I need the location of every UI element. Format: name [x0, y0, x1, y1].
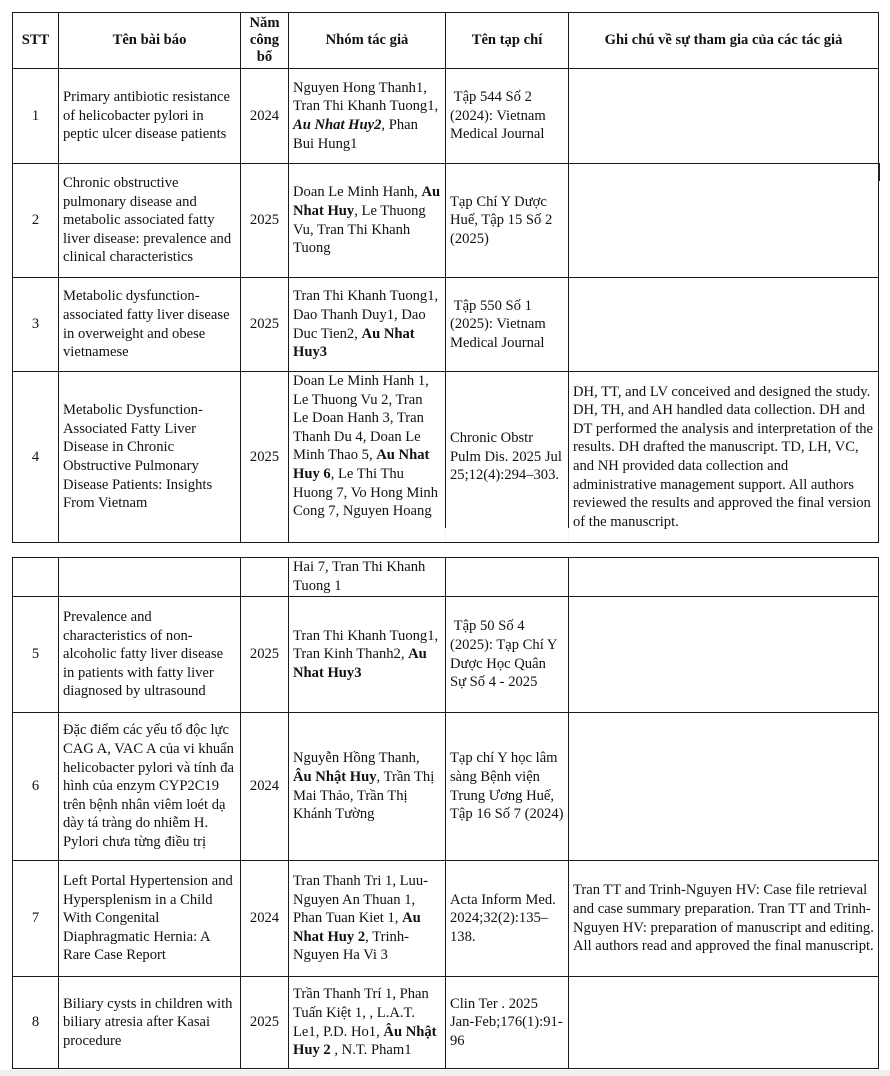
cell-notes: [569, 164, 879, 278]
header-notes: Ghi chú về sự tham gia của các tác giả: [569, 13, 879, 69]
cell-notes: [569, 558, 879, 597]
page-bottom-edge: [0, 1070, 890, 1076]
cell-authors: [289, 69, 446, 164]
authors-text: Tran Thi Khanh Tuong1, Dao Thanh Duy1, Dao Duc Tien2,: [293, 288, 439, 342]
cell-journal: Tạp chí Y học lâm sàng Bệnh viện Trung Ương Huế, Tập 16 Số 7 (2024): [446, 713, 569, 861]
cell-title: Đặc điểm các yếu tố độc lực CAG A, VAC A của vi khuẩn helicobacter pylori và tính đa hình của enzym CYP2C19 trên bệnh nhân viêm loét dạ dày tá tràng do nhiễm H. Pylori chưa từng điều trị: [59, 713, 241, 861]
cell-journal: Tập 50 Số 4 (2025): Tạp Chí Y Dược Học Quân Sự Số 4 - 2025: [446, 597, 569, 713]
cell-stt: 2: [13, 164, 59, 278]
cell-authors: [289, 278, 446, 372]
table-row: [13, 861, 879, 977]
cell-authors: [289, 597, 446, 713]
header-title: Tên bài báo: [59, 13, 241, 69]
table-row: [13, 597, 879, 713]
publications-table-part-2: [12, 557, 879, 1069]
highlighted-author: Au Nhat Huy3: [293, 646, 427, 681]
table-row-continuation: [13, 558, 879, 597]
authors-text: , Le Thuong Vu, Tran Thi Khanh Tuong: [293, 202, 426, 257]
cell-title: Prevalence and characteristics of non-alcoholic fatty liver disease in patients with fatty liver diagnosed by ultrasound: [59, 597, 241, 713]
cell-stt: 6: [13, 713, 59, 861]
cell-title: Metabolic dysfunction-associated fatty liver disease in overweight and obese vietnamese: [59, 278, 241, 372]
cell-notes: Tran TT and Trinh-Nguyen HV: Case file retrieval and case summary preparation. Tran TT and Trinh-Nguyen HV: preparation of manuscript and editing. All authors read and approved the final manuscript.: [569, 861, 879, 977]
table-row: [13, 278, 879, 372]
cell-authors: [289, 713, 446, 861]
publications-table-part-1: [12, 12, 879, 543]
cell-notes: [569, 713, 879, 861]
table-row: [13, 713, 879, 861]
cell-notes: [569, 977, 879, 1069]
table-row: [13, 372, 879, 543]
cell-stt: [13, 558, 59, 597]
highlighted-author: Au Nhat Huy 2: [293, 910, 421, 945]
authors-text: Tran Thanh Tri 1, Luu-Nguyen An Thuan 1, Phan Tuan Kiet 1,: [293, 873, 429, 927]
scan-fade-artifact: [390, 528, 570, 542]
cell-stt: 7: [13, 861, 59, 977]
authors-text: , Phan Bui Hung1: [293, 117, 418, 152]
cell-year: 2025: [241, 164, 289, 278]
cell-authors: [289, 164, 446, 278]
highlighted-author: Au Nhat Huy: [293, 184, 441, 219]
cell-stt: 4: [13, 372, 59, 543]
cell-year: 2025: [241, 278, 289, 372]
cell-year: 2025: [241, 597, 289, 713]
table-row: [13, 69, 879, 164]
cell-journal: Tập 544 Số 2 (2024): Vietnam Medical Journal: [446, 69, 569, 164]
authors-text: Doan Le Minh Hanh,: [293, 184, 422, 201]
cell-stt: 5: [13, 597, 59, 713]
table-row: [13, 977, 879, 1069]
header-journal: Tên tạp chí: [446, 13, 569, 69]
header-stt: STT: [13, 13, 59, 69]
cell-title: Primary antibiotic resistance of helicobacter pylori in peptic ulcer disease patients: [59, 69, 241, 164]
cell-authors: [289, 861, 446, 977]
text-cursor-mark: [878, 163, 880, 181]
authors-text: Nguyen Hong Thanh1, Tran Thi Khanh Tuong1,: [293, 79, 439, 115]
header-year: Năm công bố: [241, 13, 289, 69]
authors-text: , Trinh-Nguyen Ha Vi 3: [293, 928, 409, 964]
cell-year: 2025: [241, 372, 289, 543]
cell-stt: 3: [13, 278, 59, 372]
cell-notes: [569, 278, 879, 372]
cell-authors: [289, 977, 446, 1069]
cell-journal: Tạp Chí Y Dược Huế, Tập 15 Số 2 (2025): [446, 164, 569, 278]
cell-title: Left Portal Hypertension and Hypersplenism in a Child With Congenital Diaphragmatic Hernia: A Rare Case Report: [59, 861, 241, 977]
highlighted-author: Au Nhat Huy2: [293, 117, 382, 133]
cell-authors: [289, 372, 446, 543]
authors-text: Trần Thanh Trí 1, Phan Tuấn Kiệt 1, , L.A.T. Le1, P.D. Ho1,: [293, 986, 429, 1040]
highlighted-author: Au Nhat Huy3: [293, 325, 415, 361]
cell-journal: Chronic Obstr Pulm Dis. 2025 Jul 25;12(4):294–303.: [446, 372, 569, 543]
authors-text: Doan Le Minh Hanh 1, Le Thuong Vu 2, Tran Le Doan Hanh 3, Tran Thanh Du 4, Doan Le Minh Thao 5,: [293, 373, 429, 464]
table-header-row: [13, 13, 879, 69]
cell-year: 2024: [241, 69, 289, 164]
cell-journal: Tập 550 Số 1 (2025): Vietnam Medical Journal: [446, 278, 569, 372]
cell-stt: 8: [13, 977, 59, 1069]
cell-notes: DH, TT, and LV conceived and designed the study. DH, TH, and AH handled data collection. DH and DT performed the analysis and interpretation of the results. DH drafted the manuscript. TD, LH, VC, and NH provided data collection and administrative management support. All authors reviewed the results and approved the final version of the manuscript.: [569, 372, 879, 543]
authors-text: , N.T. Pham1: [330, 1042, 412, 1059]
authors-text: Tran Thi Khanh Tuong1, Tran Kinh Thanh2,: [293, 627, 446, 663]
cell-journal: [446, 558, 569, 597]
cell-title: Biliary cysts in children with biliary atresia after Kasai procedure: [59, 977, 241, 1069]
cell-year: 2025: [241, 977, 289, 1069]
cell-year: [241, 558, 289, 597]
authors-text: Nguyễn Hồng Thanh,: [293, 750, 420, 767]
cell-title: [59, 558, 241, 597]
authors-text: , Trần Thị Mai Thảo, Trần Thị Khánh Tường: [293, 768, 435, 823]
cell-journal: Acta Inform Med. 2024;32(2):135–138.: [446, 861, 569, 977]
highlighted-author: Âu Nhật Huy 2: [293, 1023, 437, 1059]
cell-year: 2024: [241, 861, 289, 977]
cell-notes: [569, 69, 879, 164]
cell-authors: Hai 7, Tran Thi Khanh Tuong 1: [289, 558, 446, 597]
cell-year: 2024: [241, 713, 289, 861]
highlighted-author: Âu Nhật Huy: [293, 768, 377, 785]
header-authors: Nhóm tác giả: [289, 13, 446, 69]
cell-title: Chronic obstructive pulmonary disease and metabolic associated fatty liver disease: prevalence and clinical characteristics: [59, 164, 241, 278]
cell-notes: [569, 597, 879, 713]
cell-journal: Clin Ter . 2025 Jan-Feb;176(1):91-96: [446, 977, 569, 1069]
cell-stt: 1: [13, 69, 59, 164]
cell-title: Metabolic Dysfunction-Associated Fatty Liver Disease in Chronic Obstructive Pulmonary Disease Patients: Insights From Vietnam: [59, 372, 241, 543]
highlighted-author: Au Nhat Huy 6: [293, 447, 430, 482]
authors-text: , Le Thi Thu Huong 7, Vo Hong Minh Cong 7, Nguyen Hoang: [293, 465, 439, 520]
table-row: [13, 164, 879, 278]
